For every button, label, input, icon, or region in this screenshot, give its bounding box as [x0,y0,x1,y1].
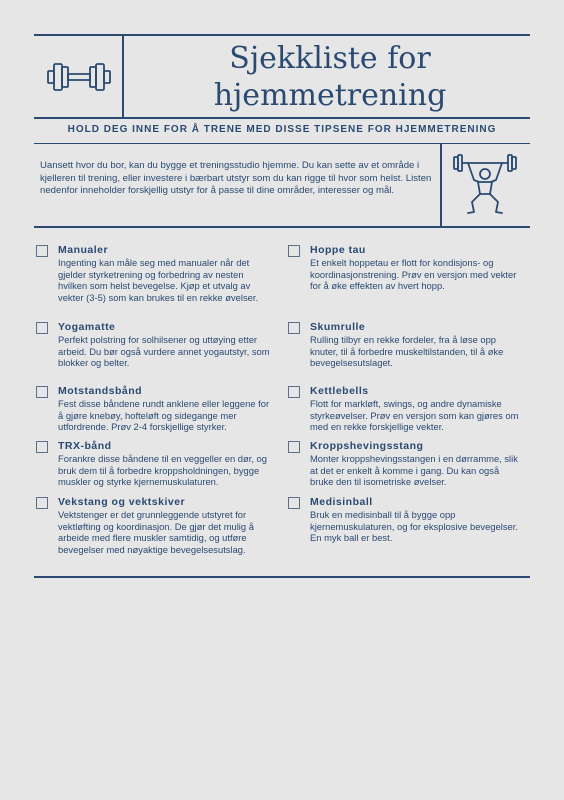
item-name: Kroppshevingsstang [310,440,424,452]
checkbox[interactable] [288,441,300,453]
item-name: TRX-bånd [58,440,112,452]
item-name: Yogamatte [58,321,116,333]
intro-paragraph: Uansett hvor du bor, kan du bygge et treningsstudio hjemme. Du kan sette av et område i kjelleren til trening, eller investere i bærbart utstyr som du kan rigge til hvor som helst. Listen nedenfor inneholder forskjellig utstyr for å passe til dine områder, interesser og mål. [40,160,432,197]
item-name: Kettlebells [310,385,369,397]
item-description: Rulling tilbyr en rekke fordeler, fra å løse opp knuter, til å forbedre muskeltilstanden, til å øke bevegelsesutslaget. [310,334,504,368]
subtitle-bottom-rule [34,143,530,144]
item-description: Vektstenger er det grunnleggende utstyret for vektløfting og koordinasjon. De gjør det mulig å arbeide med flere muskler samtidig, og utføre bevegelser med nøyaktige bevegelsesutslag. [58,509,254,555]
item-description: Forankre disse båndene til en veggeller en dør, og bruk dem til å forbedre kroppsholdningen, bygge muskler og styrke kjernemuskulaturen. [58,453,267,487]
checkbox[interactable] [36,322,48,334]
header-divider [122,36,124,117]
item-name: Skumrulle [310,321,366,333]
checkbox[interactable] [36,386,48,398]
item-name: Medisinball [310,496,373,508]
checkbox[interactable] [288,322,300,334]
intro-divider [440,144,442,226]
page-title [140,40,520,114]
title-line-1: Sjekkliste for [229,41,431,76]
header-top-rule [34,34,530,36]
checkbox[interactable] [36,497,48,509]
title-line-2: hjemmetrening [213,78,447,113]
item-description: Bruk en medisinball til å bygge opp kjernemuskulaturen, og for eksplosive bevegelser. En myk ball er best. [310,509,518,543]
item-description: Ingenting kan måle seg med manualer når det gjelder styrketrening og forbedring av nesten hvilken som helst bevegelse. Kjøp et utvalg av vekter (3-5) som kan brukes til en rekke øvelser. [58,257,259,303]
checkbox[interactable] [288,497,300,509]
item-name: Hoppe tau [310,244,366,256]
item-description: Fest disse båndene rundt anklene eller leggene for å gjøre knebøy, hofteløft og sidegange mer utfordrende. Prøv 2-4 forskjellige styrker. [58,398,270,432]
item-name: Vekstang og vektskiver [58,496,186,508]
footer-rule [34,576,530,578]
checkbox[interactable] [36,245,48,257]
intro-bottom-rule [34,226,530,228]
item-description: Et enkelt hoppetau er flott for kondisjons- og koordinasjonstrening. Prøv en versjon med vekter for å øke effekten av hvert hopp. [310,257,517,291]
checkbox[interactable] [288,245,300,257]
checkbox[interactable] [288,386,300,398]
item-name: Manualer [58,244,109,256]
item-name: Motstandsbånd [58,385,143,397]
header-bottom-rule [34,117,530,119]
item-description: Monter kroppshevingsstangen i en dørramme, slik at det er enkelt å komme i gang. Du kan også bruke den til isometriske øvelser. [310,453,518,487]
checkbox[interactable] [36,441,48,453]
item-description: Perfekt polstring for solhilsener og uttøying etter arbeid. Du bør også vurdere annet yogautstyr, som blokker og belter. [58,334,270,368]
dumbbell-icon [46,60,112,94]
item-description: Flott for markløft, swings, og andre dynamiske styrkeøvelser. Prøv en versjon som kan gjøres om med en rekke forskjellige vekter. [310,398,519,432]
weightlifter-icon [452,154,518,216]
page-subtitle: HOLD DEG INNE FOR Å TRENE MED DISSE TIPSENE FOR HJEMMETRENING [67,124,497,135]
